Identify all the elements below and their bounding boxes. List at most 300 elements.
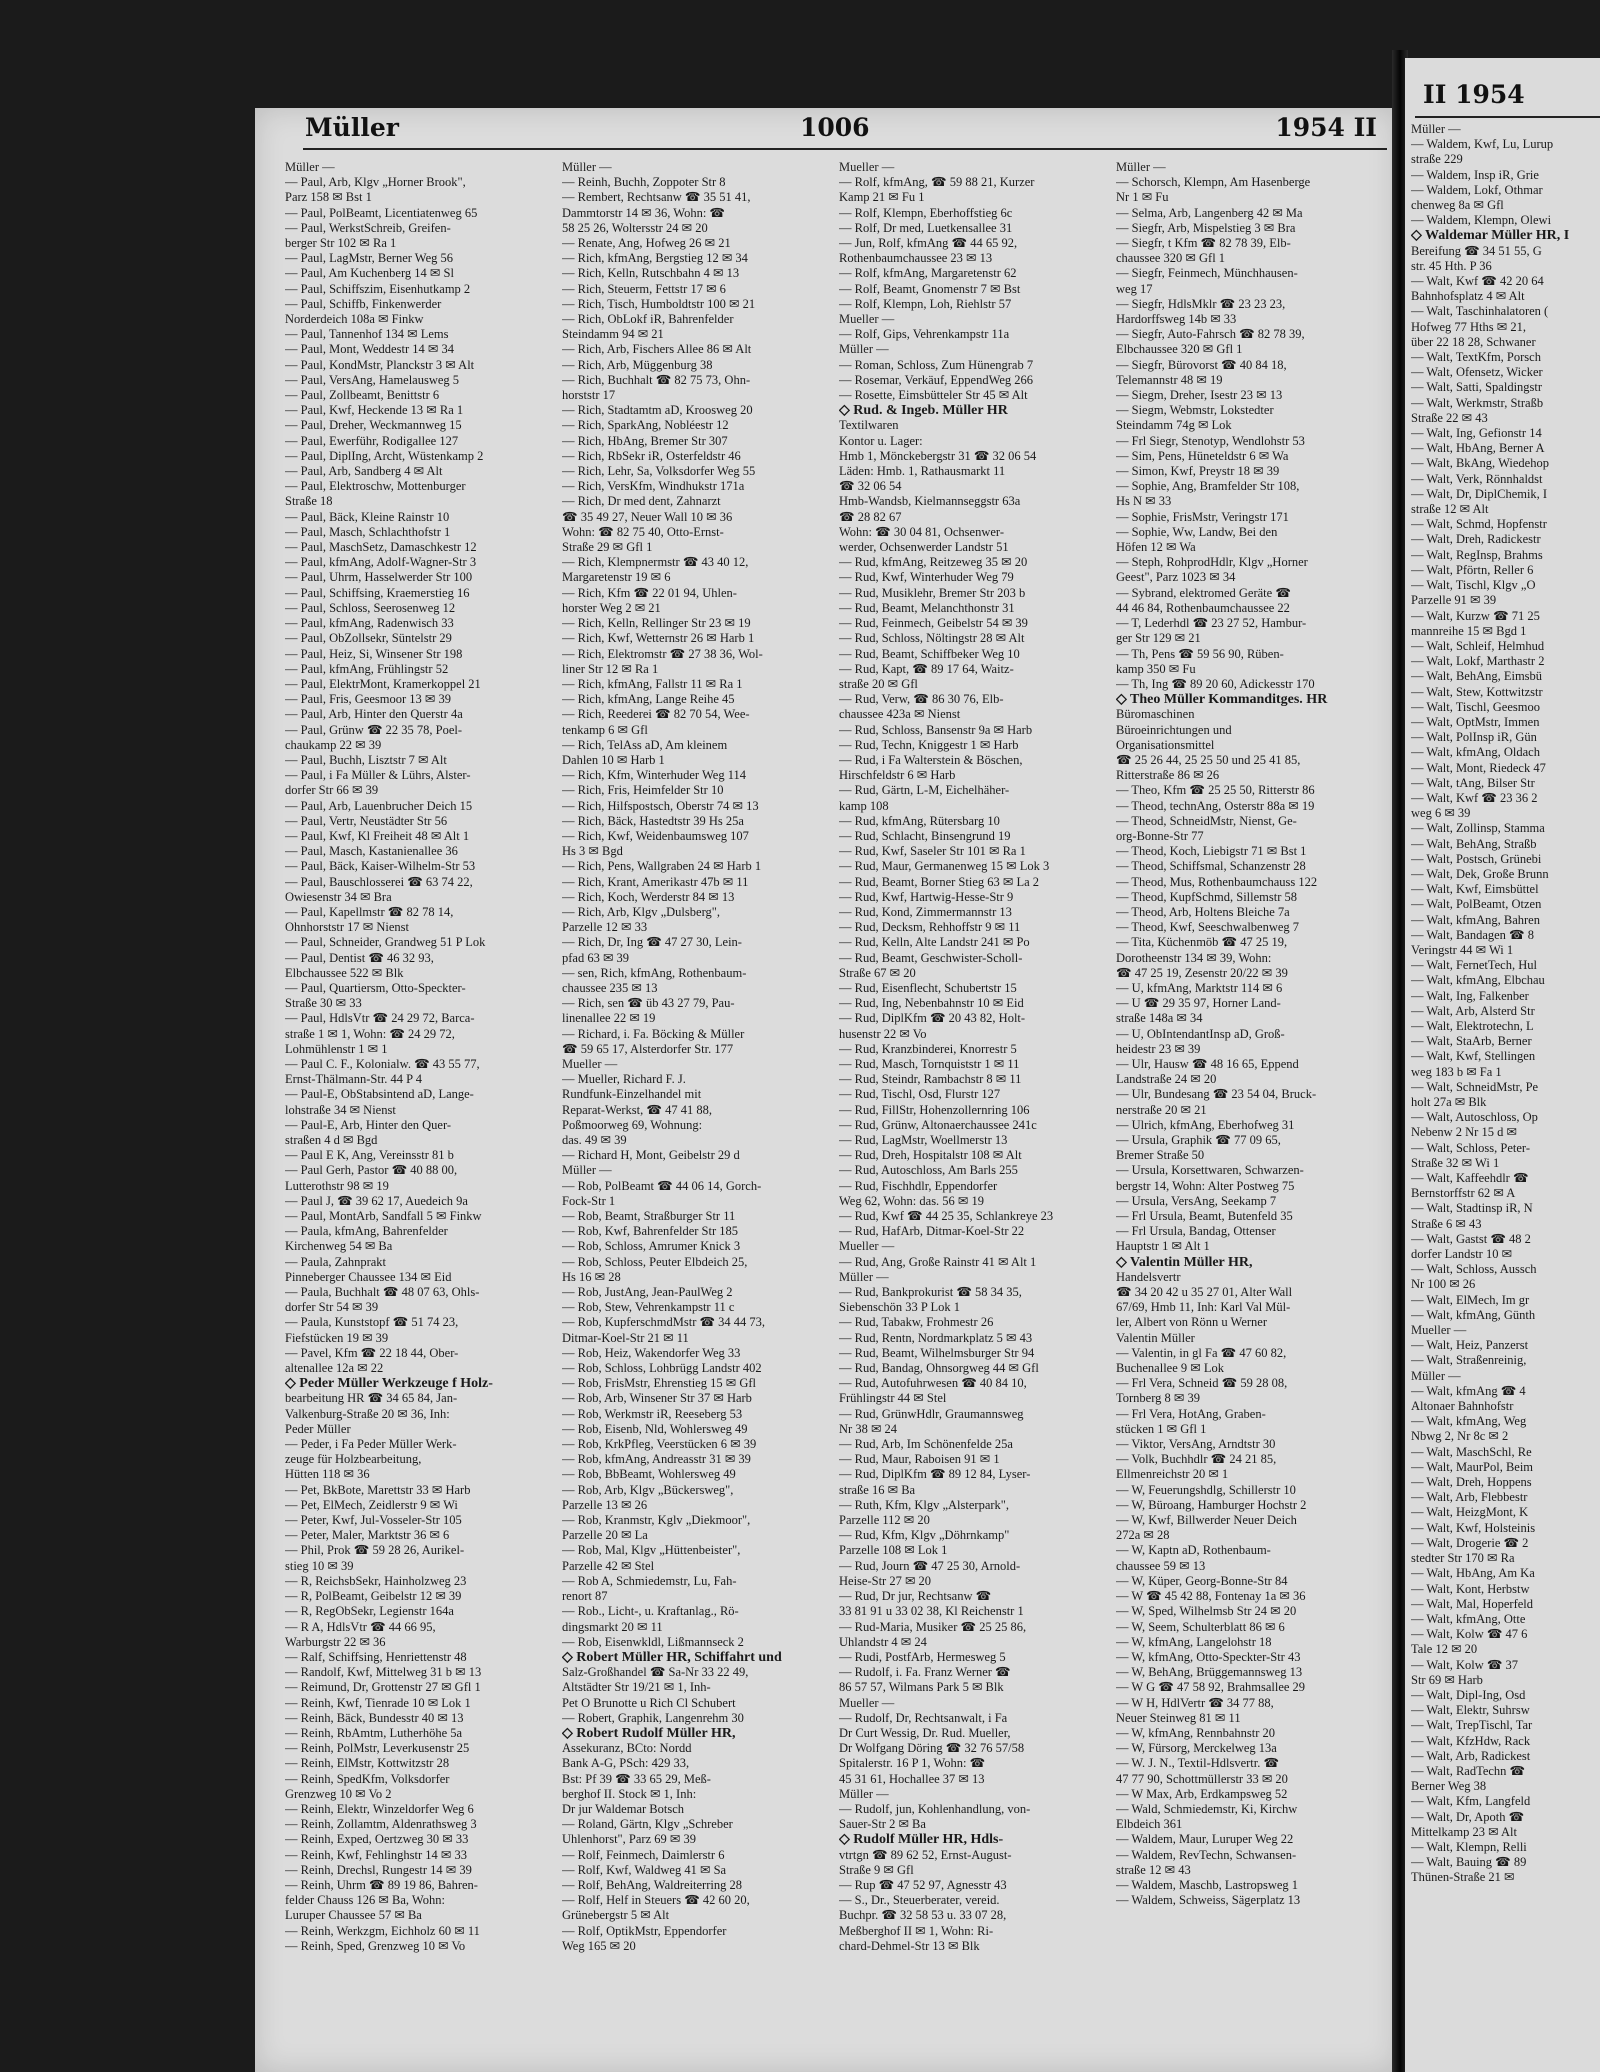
directory-entry-line: — Walt, Kurzw ☎ 71 25 [1411,608,1540,623]
directory-entry-line: Büroeinrichtungen und [1116,722,1232,737]
directory-entry-line: — Walt, Kolw ☎ 37 [1411,1657,1519,1672]
directory-entry-line: Straße 29 ✉ Gfl 1 [562,540,653,555]
directory-entry-line: — Rud, Dreh, Hospitalstr 108 ✉ Alt [839,1148,1022,1163]
directory-entry-line: — Th, Pens ☎ 59 56 90, Rüben- [1116,646,1284,661]
directory-entry-line: Steindamm 74g ✉ Lok [1116,418,1232,433]
directory-entry-line: — Rich, Arb, Müggenburg 38 [562,357,713,372]
directory-entry-line: Elbchaussee 320 ✉ Gfl 1 [1116,342,1243,357]
directory-entry-line: Uhlenhorst", Parz 69 ✉ 39 [562,1832,696,1847]
directory-entry-line: — Rosette, Eimsbütteler Str 45 ✉ Alt [839,388,1028,403]
directory-entry-line: ler, Albert von Rönn u Werner [1116,1315,1268,1330]
directory-column-2 [562,160,830,1954]
directory-entry-line: — Rich, Fris, Heimfelder Str 10 [562,783,724,798]
directory-entry-line: — Walt, Kaffeehdlr ☎ [1411,1171,1529,1186]
directory-entry-line: — Rich, Kfm, Winterhuder Weg 114 [562,768,746,783]
directory-entry-line: ☎ 34 20 42 u 35 27 01, Alter Wall [1116,1285,1293,1300]
directory-entry-line: — Walt, Werkmstr, Straßb [1411,395,1544,410]
directory-entry-line: — Walt, Arb, Radickest [1411,1748,1531,1763]
directory-entry-line: holt 27a ✉ Blk [1411,1095,1487,1109]
directory-entry-line: — Rud, Beamt, Geschwister-Scholl- [839,950,1023,965]
directory-entry-line: — Rud, Decksm, Rehhoffstr 9 ✉ 11 [839,920,1021,935]
directory-entry-line: vtrtgn ☎ 89 62 52, Ernst-August- [839,1847,1012,1862]
directory-entry-line: — Paul, Heiz, Si, Winsener Str 198 [285,646,463,661]
directory-entry-line: Nebenw 2 Nr 15 d ✉ [1411,1125,1517,1140]
directory-entry-line: ☎ 28 82 67 [839,509,902,524]
directory-entry-line: über 22 18 28, Schwaner [1411,334,1536,349]
directory-entry-line: Parzelle 42 ✉ Stel [562,1558,655,1573]
directory-entry-line: — Paul, PolBeamt, Licentiatenweg 65 [285,205,478,220]
directory-entry-line: — Rud, Bandag, Ohnsorgweg 44 ✉ Gfl [839,1361,1039,1376]
directory-entry-line: Hauptstr 1 ✉ Alt 1 [1116,1239,1210,1254]
directory-entry-line: — Ulr, Bundesang ☎ 23 54 04, Bruck- [1116,1087,1317,1102]
directory-entry-line: — Theod, Arb, Holtens Bleiche 7a [1116,904,1290,919]
directory-entry-line: Hs 3 ✉ Bgd [562,844,623,859]
directory-entry-line: — Rich, Elektromstr ☎ 27 38 36, Wol- [562,646,763,661]
directory-entry-line: — Paula, Kunststopf ☎ 51 74 23, [285,1315,459,1330]
directory-entry-line: liner Str 12 ✉ Ra 1 [562,661,659,676]
directory-entry-line: — Paul, Buchh, Lisztstr 7 ✉ Alt [285,752,447,767]
directory-entry-line: Meßberghof II ✉ 1, Wohn: Ri- [839,1923,994,1938]
directory-entry-line: — Rob A, Schmiedemstr, Lu, Fah- [562,1573,737,1588]
directory-entry-line: — Rudi, PostfArb, Hermesweg 5 [839,1649,1006,1664]
directory-entry-line: 67/69, Hmb 11, Inh: Karl Val Mül- [1116,1300,1291,1315]
directory-entry-line: Mittelkamp 23 ✉ Alt [1411,1824,1517,1839]
directory-entry-line: — W H, HdlVertr ☎ 34 77 88, [1116,1695,1274,1710]
directory-entry-line: — Rud, Autofuhrwesen ☎ 40 84 10, [839,1376,1027,1391]
directory-entry-line: — Theo, Kfm ☎ 25 25 50, Ritterstr 86 [1116,783,1315,798]
directory-entry-line: — Walt, Heiz, Panzerst [1411,1338,1529,1353]
directory-entry-line: Nr 38 ✉ 24 [839,1421,898,1436]
directory-entry-line: Bahnhofsplatz 4 ✉ Alt [1411,289,1525,304]
directory-entry-line: Warburgstr 22 ✉ 36 [285,1634,386,1649]
directory-entry-line: — Paul, Arb, Hinter den Querstr 4a [285,707,463,722]
directory-entry-line: — Walt, Dr, Apoth ☎ [1411,1809,1525,1824]
directory-entry-line: — Paul, Am Kuchenberg 14 ✉ Sl [285,266,454,281]
directory-entry-line: — Walt, Ofensetz, Wicker [1411,365,1543,380]
directory-entry-line: Ditmar-Koel-Str 21 ✉ 11 [562,1330,689,1345]
directory-entry-line: Mueller — [839,1239,895,1254]
directory-entry-line: — W ☎ 45 42 88, Fontenay 1a ✉ 36 [1116,1589,1306,1604]
directory-entry-line: — Rud, FillStr, Hohenzollernring 106 [839,1102,1030,1117]
directory-entry-line: Reparat-Werkst, ☎ 47 41 88, [562,1102,712,1117]
directory-entry-line: Berner Weg 38 [1411,1779,1487,1794]
directory-entry-line: — Rich, Buchhalt ☎ 82 75 73, Ohn- [562,372,751,387]
directory-entry-line: Parzelle 91 ✉ 39 [1411,593,1497,608]
directory-entry-line: ◇ Peder Müller Werkzeuge f Holz- [285,1376,493,1392]
directory-entry-line: — U ☎ 29 35 97, Horner Land- [1116,996,1281,1011]
directory-entry-line: — Paul, ObZollsekr, Süntelstr 29 [285,631,452,646]
directory-entry-line: chaukamp 22 ✉ 39 [285,737,382,752]
directory-entry-line: — Rud, Arb, Im Schönenfelde 25a [839,1437,1013,1452]
directory-entry-line: — Paul, Arb, Sandberg 4 ✉ Alt [285,464,443,479]
directory-entry-line: — Sophie, FrisMstr, Veringstr 171 [1116,509,1289,524]
directory-entry-line: — U, ObIntendantInsp aD, Groß- [1116,1026,1285,1041]
directory-entry-line: — Paul, KondMstr, Planckstr 3 ✉ Alt [285,357,475,372]
directory-entry-line: — Schorsch, Klempn, Am Hasenberge [1116,175,1311,190]
directory-entry-line: — Pet, BkBote, Marettstr 33 ✉ Harb [285,1482,471,1497]
directory-entry-line: — Siegfr, Bürovorst ☎ 40 84 18, [1116,357,1287,372]
directory-entry-line: ◇ Theo Müller Kommanditges. HR [1116,692,1328,708]
directory-entry-line: Hmb-Wandsb, Kielmannseggstr 63a [839,494,1021,509]
directory-entry-line: Straße 6 ✉ 43 [1411,1216,1482,1231]
directory-entry-line: — Walt, kfmAng, Elbchau [1411,973,1545,988]
directory-entry-line: — Paul, Dentist ☎ 46 32 93, [285,950,434,965]
directory-entry-line: — Walt, Dek, Große Brunn [1411,866,1549,881]
directory-entry-line: — Paul, MontArb, Sandfall 5 ✉ Finkw [285,1209,482,1224]
directory-entry-line: — Walt, Bauing ☎ 89 [1411,1855,1527,1870]
directory-entry-line: — Ruth, Kfm, Klgv „Alsterpark", [839,1497,1010,1512]
directory-entry-line: — R, PolBeamt, Geibelstr 12 ✉ 39 [285,1589,462,1604]
directory-entry-line: — Walt, Ing, Gefionstr 14 [1411,426,1542,441]
directory-entry-line: — Paul, Schneider, Grandweg 51 P Lok [285,935,486,950]
directory-entry-line: — Paul Gerh, Pastor ☎ 40 88 00, [285,1163,458,1178]
directory-entry-line: Müller — [1411,122,1461,136]
directory-entry-line: — Walt, Kwf, Eimsbüttel [1411,882,1539,897]
directory-entry-line: — Rich, Klempnermstr ☎ 43 40 12, [562,555,749,570]
directory-entry-line: Thünen-Straße 21 ✉ [1411,1870,1515,1885]
directory-entry-line: Hs N ✉ 33 [1116,494,1172,509]
directory-entry-line: — Walt, Bandagen ☎ 8 [1411,927,1534,942]
directory-entry-line: — Frl Vera, Schneid ☎ 59 28 08, [1116,1376,1288,1391]
directory-entry-line: stücken 1 ✉ Gfl 1 [1116,1421,1207,1436]
directory-entry-line: — Rich, Kelln, Rutschbahn 4 ✉ 13 [562,266,740,281]
directory-entry-line: — Rich, RbSekr iR, Osterfeldstr 46 [562,448,741,463]
directory-entry-line: Ohnhorststr 17 ✉ Nienst [285,920,410,935]
directory-entry-line: — Rolf, Dr med, Luetkensallee 31 [839,220,1013,235]
directory-entry-line: Straße 9 ✉ Gfl [839,1862,914,1877]
directory-entry-line: — Paul-E, Arb, Hinter den Quer- [285,1117,452,1132]
directory-entry-line: — Rolf, Kwf, Waldweg 41 ✉ Sa [562,1862,727,1877]
directory-entry-line: — Rud, Dr jur, Rechtsanw ☎ [839,1589,992,1604]
directory-entry-line: — Mueller, Richard F. J. [562,1072,686,1087]
directory-entry-line: Buchpr. ☎ 32 58 53 u. 33 07 28, [839,1908,1007,1923]
directory-entry-line: — Rolf, Helf in Steuers ☎ 42 60 20, [562,1893,750,1908]
directory-entry-line: Bereifung ☎ 34 51 55, G [1411,243,1542,258]
directory-entry-line: Peder Müller [285,1421,351,1436]
directory-entry-line: — Theod, Koch, Liebigstr 71 ✉ Bst 1 [1116,844,1307,859]
directory-entry-line: Organisationsmittel [1116,737,1215,752]
directory-entry-line: — Ursula, Graphik ☎ 77 09 65, [1116,1133,1281,1147]
directory-entry-line: — Paul, Elektroschw, Mottenburger [285,479,466,494]
directory-entry-line: — Rud, Journ ☎ 47 25 30, Arnold- [839,1558,1021,1573]
directory-entry-line: — Paul-E, ObStabsintend aD, Lange- [285,1087,474,1102]
directory-entry-line: — Walt, TrepTischl, Tar [1411,1718,1533,1733]
directory-entry-line: Assekuranz, BCto: Nordd [562,1741,692,1756]
directory-entry-line: — Paul, Uhrm, Hasselwerder Str 100 [285,570,473,585]
directory-entry-line: — Rob, Schloss, Lohbrügg Landstr 402 [562,1361,762,1376]
directory-entry-line: — Rolf, Gips, Vehrenkampstr 11a [839,327,1010,342]
directory-entry-line: werder, Ochsenwerder Landstr 51 [839,540,1009,555]
directory-entry-line: — Rolf, Klempn, Loh, Riehlstr 57 [839,296,1012,311]
directory-entry-line: — Paul E K, Ang, Vereinsstr 81 b [285,1148,454,1163]
directory-entry-line: — Rud-Maria, Musiker ☎ 25 25 86, [839,1619,1027,1634]
directory-entry-line: — R, RegObSekr, Legienstr 164a [285,1604,454,1619]
directory-entry-line: — Rob, KupferschmdMstr ☎ 34 44 73, [562,1315,766,1330]
directory-entry-line: — Rud, kfmAng, Reitzeweg 35 ✉ 20 [839,555,1028,570]
directory-entry-line: — Paul, kfmAng, Adolf-Wagner-Str 3 [285,555,477,570]
directory-entry-line: horststr 17 [562,388,616,403]
directory-entry-line: 86 57 57, Wilmans Park 5 ✉ Blk [839,1680,1004,1695]
directory-entry-line: — W, Büroang, Hamburger Hochstr 2 [1116,1497,1307,1512]
directory-entry-line: Hofweg 77 Hths ✉ 21, [1411,319,1526,334]
directory-entry-line: kamp 108 [839,798,889,813]
directory-entry-line: ◇ Robert Rudolf Müller HR, [562,1725,736,1741]
directory-entry-line: tenkamp 6 ✉ Gfl [562,722,648,737]
directory-entry-line: — Rich, kfmAng, Fallstr 11 ✉ Ra 1 [562,676,743,691]
directory-entry-line: — Walt, Schmd, Hopfenstr [1411,517,1547,532]
directory-entry-line: Uhlandstr 4 ✉ 24 [839,1634,927,1649]
directory-entry-line: — Rob, FrisMstr, Ehrenstieg 15 ✉ Gfl [562,1376,756,1391]
directory-entry-line: — Siegfr, Feinmech, Münchhausen- [1116,266,1298,281]
directory-entry-line: — Rob, BbBeamt, Wohlersweg 49 [562,1467,736,1482]
directory-entry-line: — Walt, HeizgMont, K [1411,1505,1529,1520]
directory-entry-line: — Walt, Zollinsp, Stamma [1411,821,1545,836]
directory-entry-line: — Ulrich, kfmAng, Eberhofweg 31 [1116,1117,1295,1132]
directory-entry-line: Parzelle 12 ✉ 33 [562,920,648,935]
directory-entry-line: — Walt, Arb, Flebbestr [1411,1490,1528,1505]
directory-entry-line: — Reinh, PolMstr, Leverkusenstr 25 [285,1741,470,1756]
directory-entry-line: Ernst-Thälmann-Str. 44 P 4 [285,1072,423,1087]
directory-entry-line: — Rud, Schloss, Bansenstr 9a ✉ Harb [839,722,1033,737]
directory-entry-line: — Rud, Maur, Germanenweg 15 ✉ Lok 3 [839,859,1050,874]
directory-entry-line: Dorotheenstr 134 ✉ 39, Wohn: [1116,950,1272,965]
directory-entry-line: Parz 158 ✉ Bst 1 [285,190,372,205]
directory-entry-line: Parzelle 13 ✉ 26 [562,1497,648,1512]
directory-entry-line: — Walt, Autoschloss, Op [1411,1110,1538,1125]
directory-entry-line: — Rob, Heiz, Wakendorfer Weg 33 [562,1345,741,1360]
directory-entry-line: — Walt, Schleif, Helmhud [1411,638,1545,653]
directory-entry-line: — Sophie, Ang, Bramfelder Str 108, [1116,479,1300,494]
directory-entry-line: — Ulr, Hausw ☎ 48 16 65, Eppend [1116,1056,1299,1071]
directory-entry-line: — Paul, Arb, Lauenbrucher Deich 15 [285,798,473,813]
directory-entry-line: Fock-Str 1 [562,1193,616,1208]
directory-entry-line: — Theod, Kwf, Seeschwalbenweg 7 [1116,920,1300,935]
directory-entry-line: Parzelle 112 ✉ 20 [839,1513,930,1528]
directory-entry-line: — Rudolf, i. Fa. Franz Werner ☎ [839,1665,1011,1680]
directory-entry-line: — Walt, OptMstr, Immen [1411,714,1540,729]
directory-entry-line: ☎ 32 06 54 [839,479,902,494]
directory-entry-line: — Rud, Kapt, ☎ 89 17 64, Waitz- [839,661,1014,676]
directory-entry-line: Dr jur Waldemar Botsch [562,1801,684,1816]
directory-entry-line: — Jun, Rolf, kfmAng ☎ 44 65 92, [839,236,1018,251]
directory-entry-line: — Rud, Kwf ☎ 44 25 35, Schlankreye 23 [839,1209,1054,1224]
directory-entry-line: — Rud, Feinmech, Geibelstr 54 ✉ 39 [839,616,1028,631]
directory-column-4 [1116,160,1388,1908]
directory-entry-line: Geest", Parz 1023 ✉ 34 [1116,570,1236,585]
directory-entry-line: — Rud, Ing, Nebenbahnstr 10 ✉ Eid [839,996,1024,1011]
directory-entry-line: — Paula, Zahnprakt [285,1254,387,1269]
directory-entry-line: straße 148a ✉ 34 [1116,1011,1203,1026]
directory-entry-line: — Walt, HbAng, Berner A [1411,441,1545,456]
directory-entry-line: — Rud, Kwf, Hartwig-Hesse-Str 9 [839,889,1014,904]
directory-entry-line: — Paul, Ewerführ, Rodigallee 127 [285,433,459,448]
directory-entry-line: — W, Kwf, Billwerder Neuer Deich [1116,1513,1297,1528]
directory-entry-line: Lohmühlenstr 1 ✉ 1 [285,1041,388,1056]
right-page-rule [1415,116,1600,118]
directory-entry-line: — Rob, Eisenb, Nld, Wohlersweg 49 [562,1421,748,1436]
directory-entry-line: Neuer Steinweg 81 ✉ 11 [1116,1710,1241,1725]
directory-entry-line: Telemannstr 48 ✉ 19 [1116,372,1223,387]
directory-entry-line: chard-Dehmel-Str 13 ✉ Blk [839,1938,980,1953]
directory-entry-line: — Rich, Dr med dent, Zahnarzt [562,494,721,509]
directory-entry-line: — Frl Vera, HotAng, Graben- [1116,1406,1266,1421]
directory-entry-line: — Paul, Bäck, Kleine Rainstr 10 [285,509,450,524]
directory-entry-line: Müller — [1116,160,1166,174]
directory-entry-line: — Siegfr, HdlsMklr ☎ 23 23 23, [1116,296,1286,311]
directory-entry-line: — Paul, Schiffszim, Eisenhutkamp 2 [285,281,471,296]
directory-entry-line: — Reinh, Zollamtm, Aldenrathsweg 3 [285,1817,477,1832]
directory-entry-line: — Paul, Kapellmstr ☎ 82 78 14, [285,904,454,919]
directory-entry-line: Weg 62, Wohn: das. 56 ✉ 19 [839,1193,985,1208]
directory-entry-line: Salz-Großhandel ☎ Sa-Nr 33 22 49, [562,1665,749,1680]
directory-entry-line: — Rich, kfmAng, Bergstieg 12 ✉ 34 [562,251,748,266]
directory-entry-line: Altonaer Bahnhofstr [1411,1399,1514,1414]
directory-entry-line: — Rudolf, Dr, Rechtsanwalt, i Fa [839,1710,1008,1725]
directory-entry-line: — Rud, Gärtn, L-M, Eichelhäher- [839,783,1010,798]
directory-entry-line: Pet O Brunotte u Rich Cl Schubert [562,1695,736,1710]
directory-entry-line: — Walt, kfmAng ☎ 4 [1411,1383,1526,1398]
directory-entry-line: — Sybrand, elektromed Geräte ☎ [1116,585,1291,600]
directory-entry-line: — R, ReichsbSekr, Hainholzweg 23 [285,1573,467,1588]
directory-entry-line: ◇ Rud. & Ingeb. Müller HR [839,403,1008,419]
directory-entry-line: — Frl Siegr, Stenotyp, Wendlohstr 53 [1116,433,1305,448]
directory-entry-line: Spitalerstr. 16 P 1, Wohn: ☎ [839,1756,986,1771]
directory-entry-line: — Rob, Werkmstr iR, Reeseberg 53 [562,1406,743,1421]
directory-entry-line: — Walt, Schloss, Peter- [1411,1140,1530,1155]
directory-entry-line: — Rud, Grünw, Altonaerchaussee 241c [839,1117,1037,1132]
directory-entry-line: — Walt, Lokf, Marthastr 2 [1411,654,1545,669]
directory-entry-line: Sauer-Str 2 ✉ Ba [839,1817,926,1832]
directory-entry-line: — Rolf, kfmAng, Margaretenstr 62 [839,266,1017,281]
directory-entry-line: — Frl Ursula, Beamt, Butenfeld 35 [1116,1209,1293,1224]
directory-entry-line: — Rich, Arb, Fischers Allee 86 ✉ Alt [562,342,752,357]
directory-entry-line: ◇ Rudolf Müller HR, Hdls- [839,1832,1004,1848]
directory-entry-line: — Rob, Kranmstr, Kglv „Diekmoor", [562,1513,751,1528]
directory-entry-line: — U, kfmAng, Marktstr 114 ✉ 6 [1116,980,1283,995]
directory-entry-line: — Rich, Bäck, Hastedtstr 39 Hs 25a [562,813,744,828]
directory-entry-line: — Simon, Kwf, Preystr 18 ✉ 39 [1116,464,1280,479]
directory-entry-line: — Reimund, Dr, Grottenstr 27 ✉ Gfl 1 [285,1680,481,1695]
directory-entry-line: — Rob, Schloss, Peuter Elbdeich 25, [562,1254,748,1269]
directory-entry-line: — Walt, Stadtinsp iR, N [1411,1201,1533,1216]
directory-entry-line: — Randolf, Kwf, Mittelweg 31 b ✉ 13 [285,1665,482,1680]
directory-entry-line: — Walt, Dreh, Radickestr [1411,532,1541,547]
directory-entry-line: — Walt, Drogerie ☎ 2 [1411,1535,1529,1550]
directory-entry-line: stedter Str 170 ✉ Ra [1411,1551,1515,1566]
directory-entry-line: — W, Fürsorg, Merckelweg 13a [1116,1741,1277,1756]
directory-entry-line: Dahlen 10 ✉ Harb 1 [562,752,665,767]
directory-entry-line: Müller — [562,160,612,174]
directory-entry-line: — Paul, Kwf, Kl Freiheit 48 ✉ Alt 1 [285,828,470,843]
directory-entry-line: — Theod, Schiffsmal, Schanzenstr 28 [1116,859,1306,874]
directory-entry-line: — Walt, TextKfm, Porsch [1411,350,1541,365]
directory-entry-line: — Rolf, OptikMstr, Eppendorfer [562,1923,727,1938]
directory-entry-line: ☎ 35 49 27, Neuer Wall 10 ✉ 36 [562,509,733,524]
directory-entry-line: — Rolf, BehAng, Waldreiterring 28 [562,1877,742,1892]
directory-entry-line: — Walt, Mont, Riedeck 47 [1411,760,1546,775]
directory-entry-line: Dammtorstr 14 ✉ 36, Wohn: ☎ [562,205,725,220]
directory-entry-line: — W G ☎ 47 58 92, Brahmsallee 29 [1116,1680,1306,1695]
directory-entry-line: heidestr 23 ✉ 39 [1116,1041,1201,1056]
directory-entry-line: straße 12 ✉ 43 [1116,1862,1191,1877]
page-header-year: 1954 II [1275,113,1377,142]
directory-entry-line: — Rich, Krant, Amerikastr 47b ✉ 11 [562,874,749,889]
directory-entry-line: — Walt, Kont, Herbstw [1411,1581,1530,1596]
directory-entry-line: — Paul, DiplIng, Archt, Wüstenkamp 2 [285,448,484,463]
directory-entry-line: — Theod, SchneidMstr, Nienst, Ge- [1116,813,1297,828]
directory-entry-line: — Richard, i. Fa. Böcking & Müller [562,1026,745,1041]
directory-entry-line: — Walt, RadTechn ☎ [1411,1763,1526,1778]
directory-entry-line: — Volk, Buchhdlr ☎ 24 21 85, [1116,1452,1277,1467]
directory-entry-line: — Tita, Küchenmöb ☎ 47 25 19, [1116,935,1288,950]
directory-entry-line: straße 1 ✉ 1, Wohn: ☎ 24 29 72, [285,1026,455,1041]
directory-entry-line: — Paula, Buchhalt ☎ 48 07 63, Ohls- [285,1285,480,1300]
directory-entry-line: — Richard H, Mont, Geibelstr 29 d [562,1148,740,1163]
directory-entry-line: — Paul, Grünw ☎ 22 35 78, Poel- [285,722,463,737]
directory-entry-line: — Waldem, Insp iR, Grie [1411,167,1539,182]
directory-entry-line: — Rob, Mal, Klgv „Hüttenbeister", [562,1543,741,1558]
directory-entry-line: — Rembert, Rechtsanw ☎ 35 51 41, [562,190,751,205]
directory-entry-line: — Walt, kfmAng, Günth [1411,1307,1536,1322]
directory-entry-line: Pinneberger Chaussee 134 ✉ Eid [285,1269,452,1284]
directory-entry-line: — Rolf, Beamt, Gnomenstr 7 ✉ Bst [839,281,1021,296]
directory-entry-line: straße 16 ✉ Ba [839,1482,916,1497]
directory-entry-line: Hütten 118 ✉ 36 [285,1467,370,1482]
directory-entry-line: — Walt, Elektr, Suhrsw [1411,1703,1530,1718]
directory-entry-line: Poßmoorweg 69, Wohnung: [562,1117,703,1132]
directory-entry-line: Mueller — [1411,1323,1467,1338]
directory-entry-line: — S., Dr., Steuerberater, vereid. [839,1893,1000,1908]
directory-entry-line: — Walt, Arb, Alsterd Str [1411,1003,1535,1018]
directory-entry-line: — Walt, Verk, Rönnhaldst [1411,471,1543,486]
directory-entry-line: — Rud, Steindr, Rambachstr 8 ✉ 11 [839,1072,1022,1087]
directory-entry-line: Textilwaren [839,418,899,433]
directory-entry-line: Parzelle 108 ✉ Lok 1 [839,1543,948,1558]
directory-entry-line: — Walt, BkAng, Wiedehop [1411,456,1549,471]
directory-entry-line: — Rich, Koch, Werderstr 84 ✉ 13 [562,889,735,904]
directory-entry-line: — Rob, Eisenwkldl, Lißmannseck 2 [562,1634,744,1649]
directory-entry-line: Elbchaussee 522 ✉ Blk [285,965,404,980]
directory-entry-line: Nr 100 ✉ 26 [1411,1277,1476,1292]
directory-entry-line: chaussee 235 ✉ 13 [562,980,658,995]
directory-entry-line: — Walt, Dreh, Hoppens [1411,1475,1532,1490]
directory-entry-line: — Rich, Tisch, Humboldtstr 100 ✉ 21 [562,296,756,311]
directory-entry-line: — Rud, HafArb, Ditmar-Koel-Str 22 [839,1224,1025,1239]
directory-entry-line: stieg 10 ✉ 39 [285,1558,354,1573]
directory-entry-line: — W, kfmAng, Rennbahnstr 20 [1116,1725,1276,1740]
directory-entry-line: — Walt, MaschSchl, Re [1411,1444,1532,1459]
directory-entry-line: Büromaschinen [1116,707,1195,722]
directory-column-1 [285,160,553,1954]
directory-entry-line: ◇ Valentin Müller HR, [1116,1254,1253,1270]
directory-entry-line: — Walt, Kwf, Stellingen [1411,1049,1536,1064]
directory-entry-line: Rothenbaumchaussee 23 ✉ 13 [839,251,993,266]
directory-entry-line: — Ursula, VersAng, Seekamp 7 [1116,1193,1277,1208]
directory-entry-line: — Rich, Arb, Klgv „Dulsberg", [562,904,720,919]
directory-entry-line: — W Max, Arb, Erdkampsweg 52 [1116,1786,1288,1801]
directory-entry-line: — Walt, tAng, Bilser Str [1411,775,1535,790]
directory-entry-line: Dr Wolfgang Döring ☎ 32 76 57/58 [839,1741,1025,1756]
directory-entry-line: — T, Lederhdl ☎ 23 27 52, Hambur- [1116,616,1307,631]
directory-entry-line: — Waldem, Maschb, Lastropsweg 1 [1116,1877,1299,1892]
directory-entry-line: — Walt, Kfm, Langfeld [1411,1794,1531,1809]
directory-entry-line: Höfen 12 ✉ Wa [1116,540,1196,555]
directory-entry-line: Str 69 ✉ Harb [1411,1672,1483,1687]
directory-column-3 [839,160,1107,1954]
directory-entry-line: Owiesenstr 34 ✉ Bra [285,889,392,904]
directory-entry-line: — Paul C. F., Kolonialw. ☎ 43 55 77, [285,1056,480,1071]
directory-entry-line: Bremer Straße 50 [1116,1148,1205,1163]
